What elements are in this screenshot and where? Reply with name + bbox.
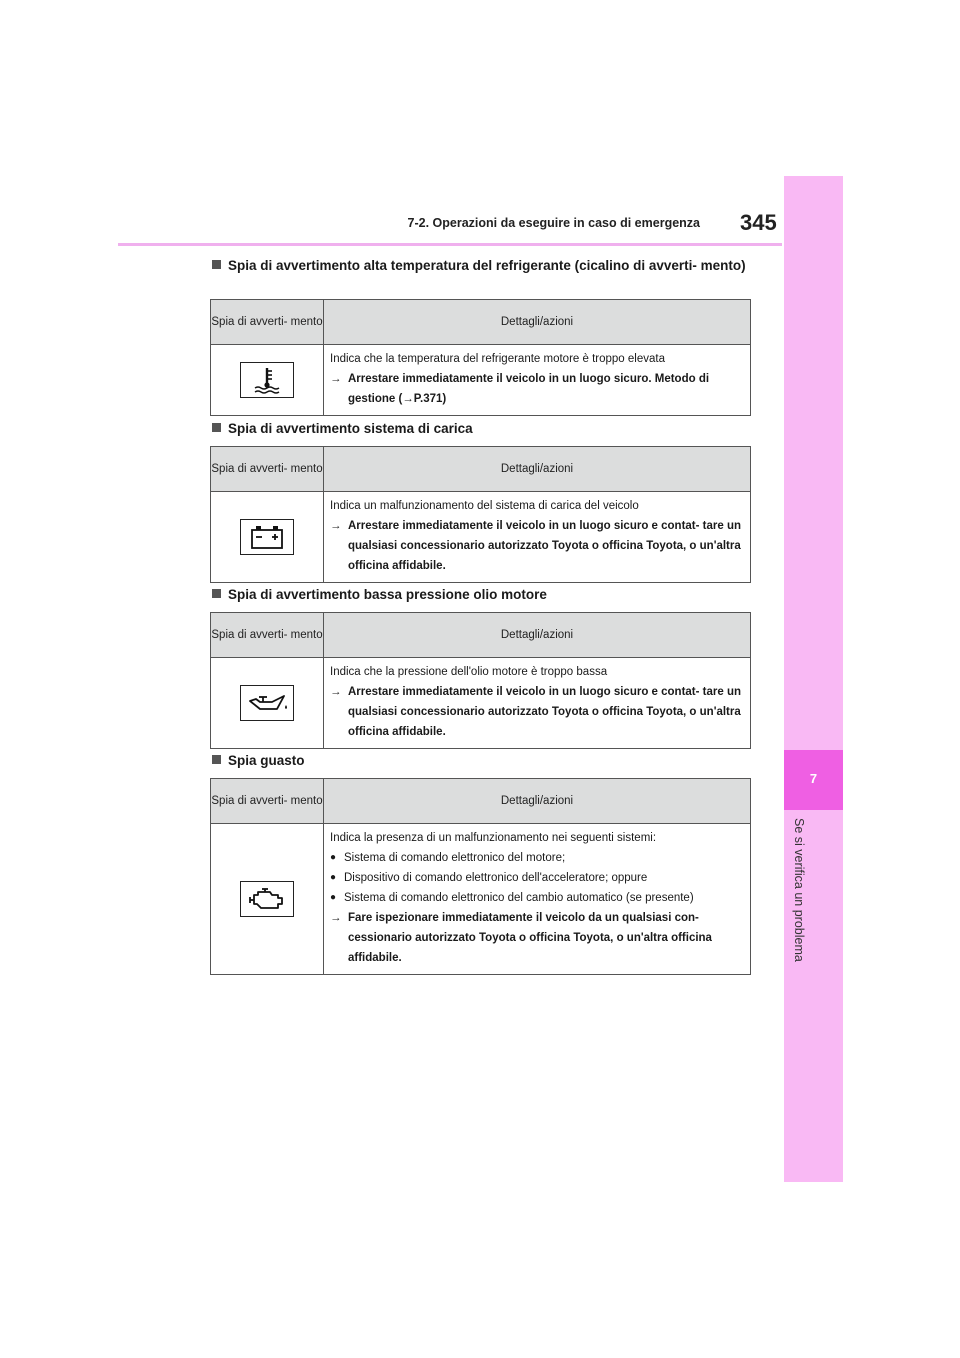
header-warning-light: Spia di avverti- mento <box>211 779 324 824</box>
description-text: Indica che la temperatura del refrigerante motore è troppo elevata <box>330 353 665 365</box>
chapter-number: 7 <box>809 771 818 786</box>
page-number: 345 <box>740 210 777 235</box>
action-text: → Arrestare immediatamente il veicolo in un luogo sicuro e contat- tare un qualsiasi concessionario autorizzato Toyota o officina Toyota, o un'altra officina affidabile. <box>330 682 744 742</box>
table-header-row <box>211 613 751 658</box>
header-divider <box>118 243 782 246</box>
header-details: Dettagli/azioni <box>324 779 751 824</box>
description-text: Indica che la pressione dell'olio motore è troppo bassa <box>330 666 608 678</box>
header-warning-light: Spia di avverti- mento <box>211 447 324 492</box>
bullet-item: ● Sistema di comando elettronico del cambio automatico (se presente) <box>330 888 744 908</box>
description-text: Indica un malfunzionamento del sistema di carica del veicolo <box>330 500 639 512</box>
action-text: → Fare ispezionare immediatamente il veicolo da un qualsiasi con- cessionario autorizzato Toyota o officina Toyota, o un'altra officina affidabile. <box>330 908 744 968</box>
table-row <box>211 658 751 749</box>
table-header-row <box>211 300 751 345</box>
description-text: Indica la presenza di un malfunzionamento nei seguenti sistemi: <box>330 832 657 844</box>
table-row <box>211 345 751 416</box>
action-text: → Arrestare immediatamente il veicolo in un luogo sicuro. Metodo di gestione (→P.371) <box>330 369 744 409</box>
warning-table-oil-pressure <box>210 612 751 749</box>
table-row <box>211 492 751 583</box>
section-title: 7-2. Operazioni da eseguire in caso di emergenza <box>407 216 700 230</box>
header-warning-light: Spia di avverti- mento <box>211 300 324 345</box>
warning-table-malfunction <box>210 778 751 975</box>
header-details: Dettagli/azioni <box>324 300 751 345</box>
heading-text: Spia di avvertimento bassa pressione olio motore <box>228 587 547 602</box>
bullet-item: ● Dispositivo di comando elettronico dell'acceleratore; oppure <box>330 868 744 888</box>
heading-text: Spia di avvertimento alta temperatura del refrigerante (cicalino di avverti- mento) <box>228 258 746 273</box>
table-row <box>211 824 751 975</box>
header-details: Dettagli/azioni <box>324 613 751 658</box>
table-header-row <box>211 779 751 824</box>
heading-text: Spia di avvertimento sistema di carica <box>228 421 473 436</box>
icon-cell <box>211 824 324 975</box>
header-details: Dettagli/azioni <box>324 447 751 492</box>
icon-cell <box>211 658 324 749</box>
details-cell <box>324 345 751 416</box>
battery-icon <box>240 519 294 555</box>
section-heading-charging <box>212 419 752 439</box>
section-heading-oil-pressure <box>212 585 752 605</box>
chapter-side-tab <box>784 176 843 1182</box>
square-bullet-icon <box>212 755 221 764</box>
warning-table-coolant <box>210 299 751 416</box>
arrow-icon: → <box>330 912 342 924</box>
bullet-item: ● Sistema di comando elettronico del motore; <box>330 848 744 868</box>
table-header-row <box>211 447 751 492</box>
arrow-icon: → <box>330 373 342 385</box>
arrow-icon: → <box>330 520 342 532</box>
warning-table-charging <box>210 446 751 583</box>
oil-pressure-icon <box>240 685 294 721</box>
header-warning-light: Spia di avverti- mento <box>211 613 324 658</box>
arrow-icon: → <box>330 686 342 698</box>
icon-cell <box>211 492 324 583</box>
details-cell <box>324 658 751 749</box>
action-text: → Arrestare immediatamente il veicolo in un luogo sicuro e contat- tare un qualsiasi concessionario autorizzato Toyota o officina Toyota, o un'altra officina affidabile. <box>330 516 744 576</box>
square-bullet-icon <box>212 423 221 432</box>
details-cell <box>324 824 751 975</box>
icon-cell <box>211 345 324 416</box>
coolant-temperature-icon <box>240 362 294 398</box>
section-heading-coolant <box>212 256 752 276</box>
check-engine-icon <box>240 881 294 917</box>
square-bullet-icon <box>212 589 221 598</box>
square-bullet-icon <box>212 260 221 269</box>
details-cell <box>324 492 751 583</box>
heading-text: Spia guasto <box>228 753 305 768</box>
chapter-label: Se si verifica un problema <box>792 818 806 962</box>
section-heading-malfunction <box>212 751 752 771</box>
